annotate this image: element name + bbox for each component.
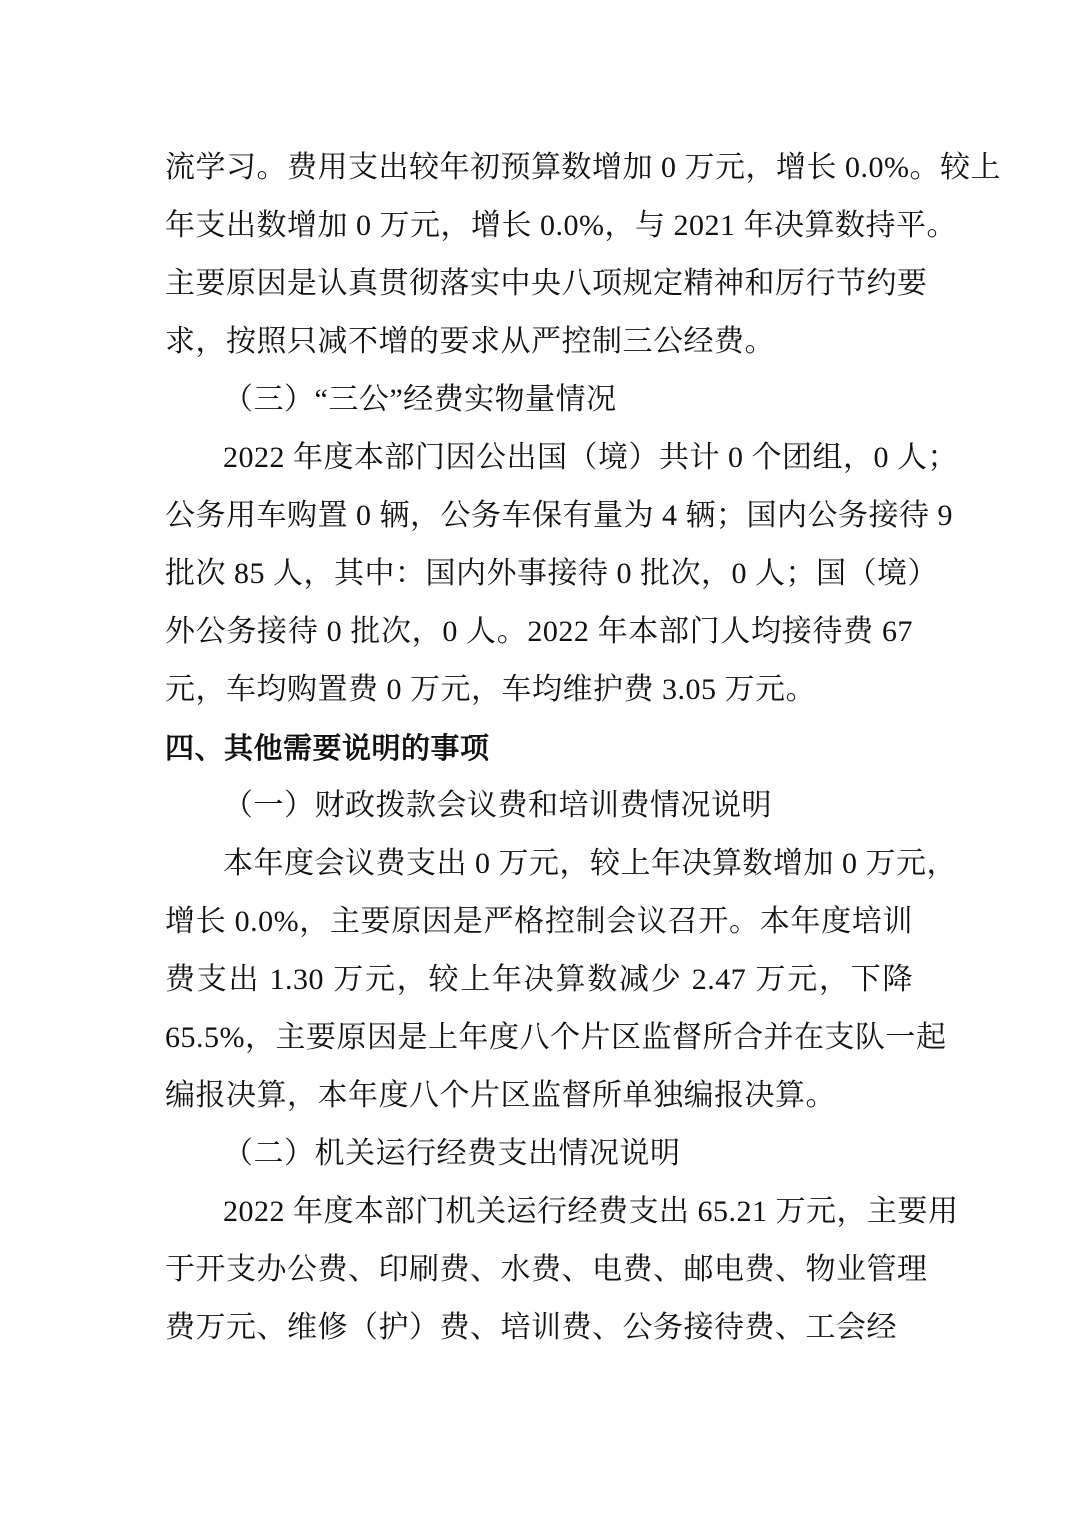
subsection-heading-three: （三）“三公”经费实物量情况 <box>223 383 617 416</box>
paragraph-line: 公务用车购置 0 辆，公务车保有量为 4 辆；国内公务接待 9 <box>165 499 953 532</box>
paragraph-line: 2022 年度本部门因公出国（境）共计 0 个团组，0 人； <box>223 441 958 474</box>
paragraph-line: 增长 0.0%，主要原因是严格控制会议召开。本年度培训 <box>165 905 913 938</box>
paragraph-line: 本年度会议费支出 0 万元，较上年决算数增加 0 万元， <box>223 847 957 880</box>
section-heading-four: 四、其他需要说明的事项 <box>165 731 490 765</box>
paragraph-line: 2022 年度本部门机关运行经费支出 65.21 万元，主要用 <box>223 1195 959 1228</box>
paragraph-line: 批次 85 人，其中：国内外事接待 0 批次，0 人；国（境） <box>165 557 938 590</box>
subsection-heading-one: （一）财政拨款会议费和培训费情况说明 <box>223 789 772 822</box>
paragraph-line: 年支出数增加 0 万元，增长 0.0%，与 2021 年决算数持平。 <box>165 209 957 242</box>
paragraph-line: 于开支办公费、印刷费、水费、电费、邮电费、物业管理 <box>165 1253 928 1286</box>
paragraph-line: 外公务接待 0 批次，0 人。2022 年本部门人均接待费 67 <box>165 615 913 648</box>
paragraph-line: 主要原因是认真贯彻落实中央八项规定精神和厉行节约要 <box>165 267 928 300</box>
document-body <box>165 141 1001 1359</box>
paragraph-line: 流学习。费用支出较年初预算数增加 0 万元，增长 0.0%。较上 <box>165 151 1001 184</box>
paragraph-line: 元，车均购置费 0 万元，车均维护费 3.05 万元。 <box>165 673 816 706</box>
paragraph-line: 求，按照只减不增的要求从严控制三公经费。 <box>165 325 775 358</box>
subsection-heading-two: （二）机关运行经费支出情况说明 <box>223 1137 681 1170</box>
paragraph-line: 65.5%，主要原因是上年度八个片区监督所合并在支队一起 <box>165 1021 947 1054</box>
paragraph-line: 编报决算，本年度八个片区监督所单独编报决算。 <box>165 1079 836 1112</box>
paragraph-line: 费万元、维修（护）费、培训费、公务接待费、工会经 <box>165 1311 897 1344</box>
paragraph-line: 费支出 1.30 万元，较上年决算数减少 2.47 万元，下降 <box>165 963 913 996</box>
